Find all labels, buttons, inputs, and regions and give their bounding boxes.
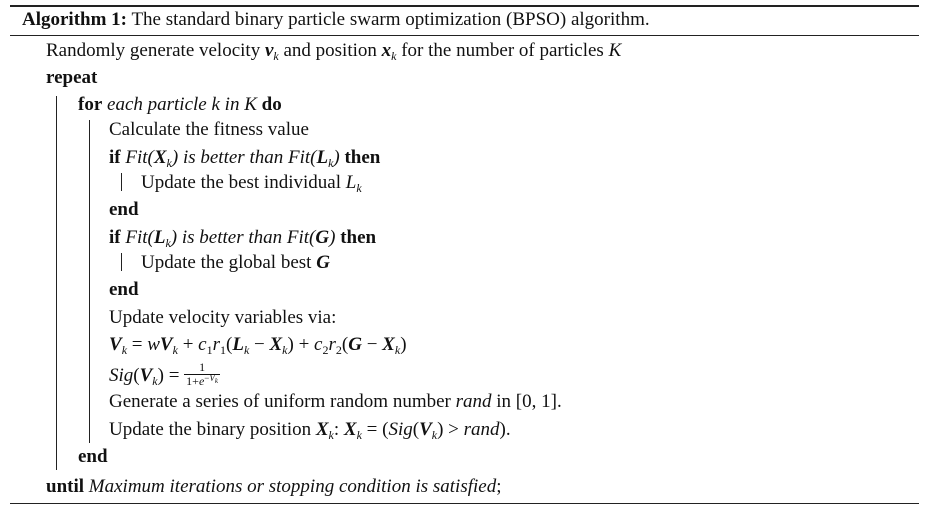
if2-cond-a: Fit(: [125, 227, 154, 248]
if2-keyword: if: [109, 227, 121, 248]
sigmoid-equation: $Sig(V_k)$ = $\frac{1}{1+e^{-V_k}}$: [109, 360, 218, 388]
if1-block-bar: [121, 173, 122, 191]
sigmoid-fraction: $\frac{1}{1+e^{-V_k}}$: [186, 360, 218, 388]
generate-line: [109, 391, 562, 413]
if2-end-keyword: end: [109, 279, 139, 300]
repeat-keyword: repeat: [46, 67, 98, 88]
repeat-line: [46, 67, 97, 89]
update-best-subscript: k: [356, 181, 362, 195]
do-keyword: do: [261, 94, 282, 115]
position-subscript: k: [391, 49, 397, 63]
generate-text: Generate a series of uniform random number: [109, 391, 456, 412]
algorithm-caption: [22, 9, 650, 31]
fitness-line: [109, 119, 309, 141]
particles-symbol: K: [608, 40, 622, 61]
if1-then-keyword: then: [344, 147, 381, 168]
top-rule: [10, 5, 919, 7]
if1-cond-a: Fit(: [125, 147, 154, 168]
init-text: Randomly generate velocity: [46, 40, 265, 61]
if2-block-bar: [121, 253, 122, 271]
for-condition: each particle k in K: [107, 94, 257, 115]
until-condition: Maximum iterations or stopping condition is satisfied: [88, 476, 497, 497]
algorithm-title: The standard binary particle swarm optimization (BPSO) algorithm.: [131, 9, 650, 30]
update-velocity-text: Update velocity variables via:: [109, 307, 337, 328]
if2-L-subscript: k: [165, 236, 171, 250]
if2-L-symbol: L: [153, 227, 166, 248]
if2-line: [109, 227, 376, 249]
init-text-b: and position: [278, 40, 382, 61]
init-text-c: for the number of particles: [396, 40, 609, 61]
for-end-keyword: end: [78, 446, 108, 467]
init-line: [46, 40, 621, 62]
if2-cond-b: ) is better than Fit(: [170, 227, 316, 248]
update-position-line: Update the binary position $X_k$: $X_k = (Sig(V_k)$ > rand).: [109, 419, 511, 442]
update-global-line: [141, 252, 330, 274]
until-keyword: until: [46, 476, 85, 497]
caption-rule: [10, 35, 919, 36]
if1-L-symbol: L: [316, 147, 329, 168]
if2-then-keyword: then: [340, 227, 377, 248]
if1-end-line: [109, 199, 139, 221]
velocity-subscript: k: [273, 49, 279, 63]
if1-cond-c: ): [333, 147, 340, 168]
velocity-equation: $V_k = wV_k + c_1r_1(L_k - X_k) + c_2r_2(G - X_k)$: [109, 334, 407, 357]
if1-X-subscript: k: [166, 156, 172, 170]
algorithm-label: Algorithm 1:: [22, 9, 128, 30]
if1-L-subscript: k: [328, 156, 334, 170]
update-best-line: [141, 172, 362, 194]
velocity-symbol: v: [264, 40, 274, 61]
if1-cond-b: ) is better than Fit(: [171, 147, 317, 168]
if1-keyword: if: [109, 147, 121, 168]
if1-end-keyword: end: [109, 199, 139, 220]
for-keyword: for: [78, 94, 103, 115]
generate-text-b: in [0, 1].: [491, 391, 562, 412]
if2-end-line: [109, 279, 139, 301]
repeat-block-bar: [56, 96, 57, 470]
update-position-text: Update the binary position: [109, 419, 316, 440]
update-global-text: Update the global best: [141, 252, 317, 273]
fitness-text: Calculate the fitness value: [109, 119, 309, 140]
update-best-text: Update the best individual: [141, 172, 346, 193]
update-velocity-line: [109, 307, 336, 329]
update-best-L: L: [345, 172, 357, 193]
until-line: [46, 476, 502, 498]
if1-line: [109, 147, 380, 169]
for-block-bar: [89, 120, 90, 443]
position-symbol: x: [381, 40, 392, 61]
for-end-line: [78, 446, 108, 468]
until-semicolon: ;: [496, 476, 502, 497]
for-line: [78, 94, 282, 116]
if1-X-symbol: X: [153, 147, 167, 168]
if2-G-symbol: G: [315, 227, 330, 248]
rand-symbol: rand: [455, 391, 492, 412]
if2-cond-c: ): [329, 227, 336, 248]
bottom-rule: [10, 503, 919, 504]
update-global-G: G: [316, 252, 330, 273]
